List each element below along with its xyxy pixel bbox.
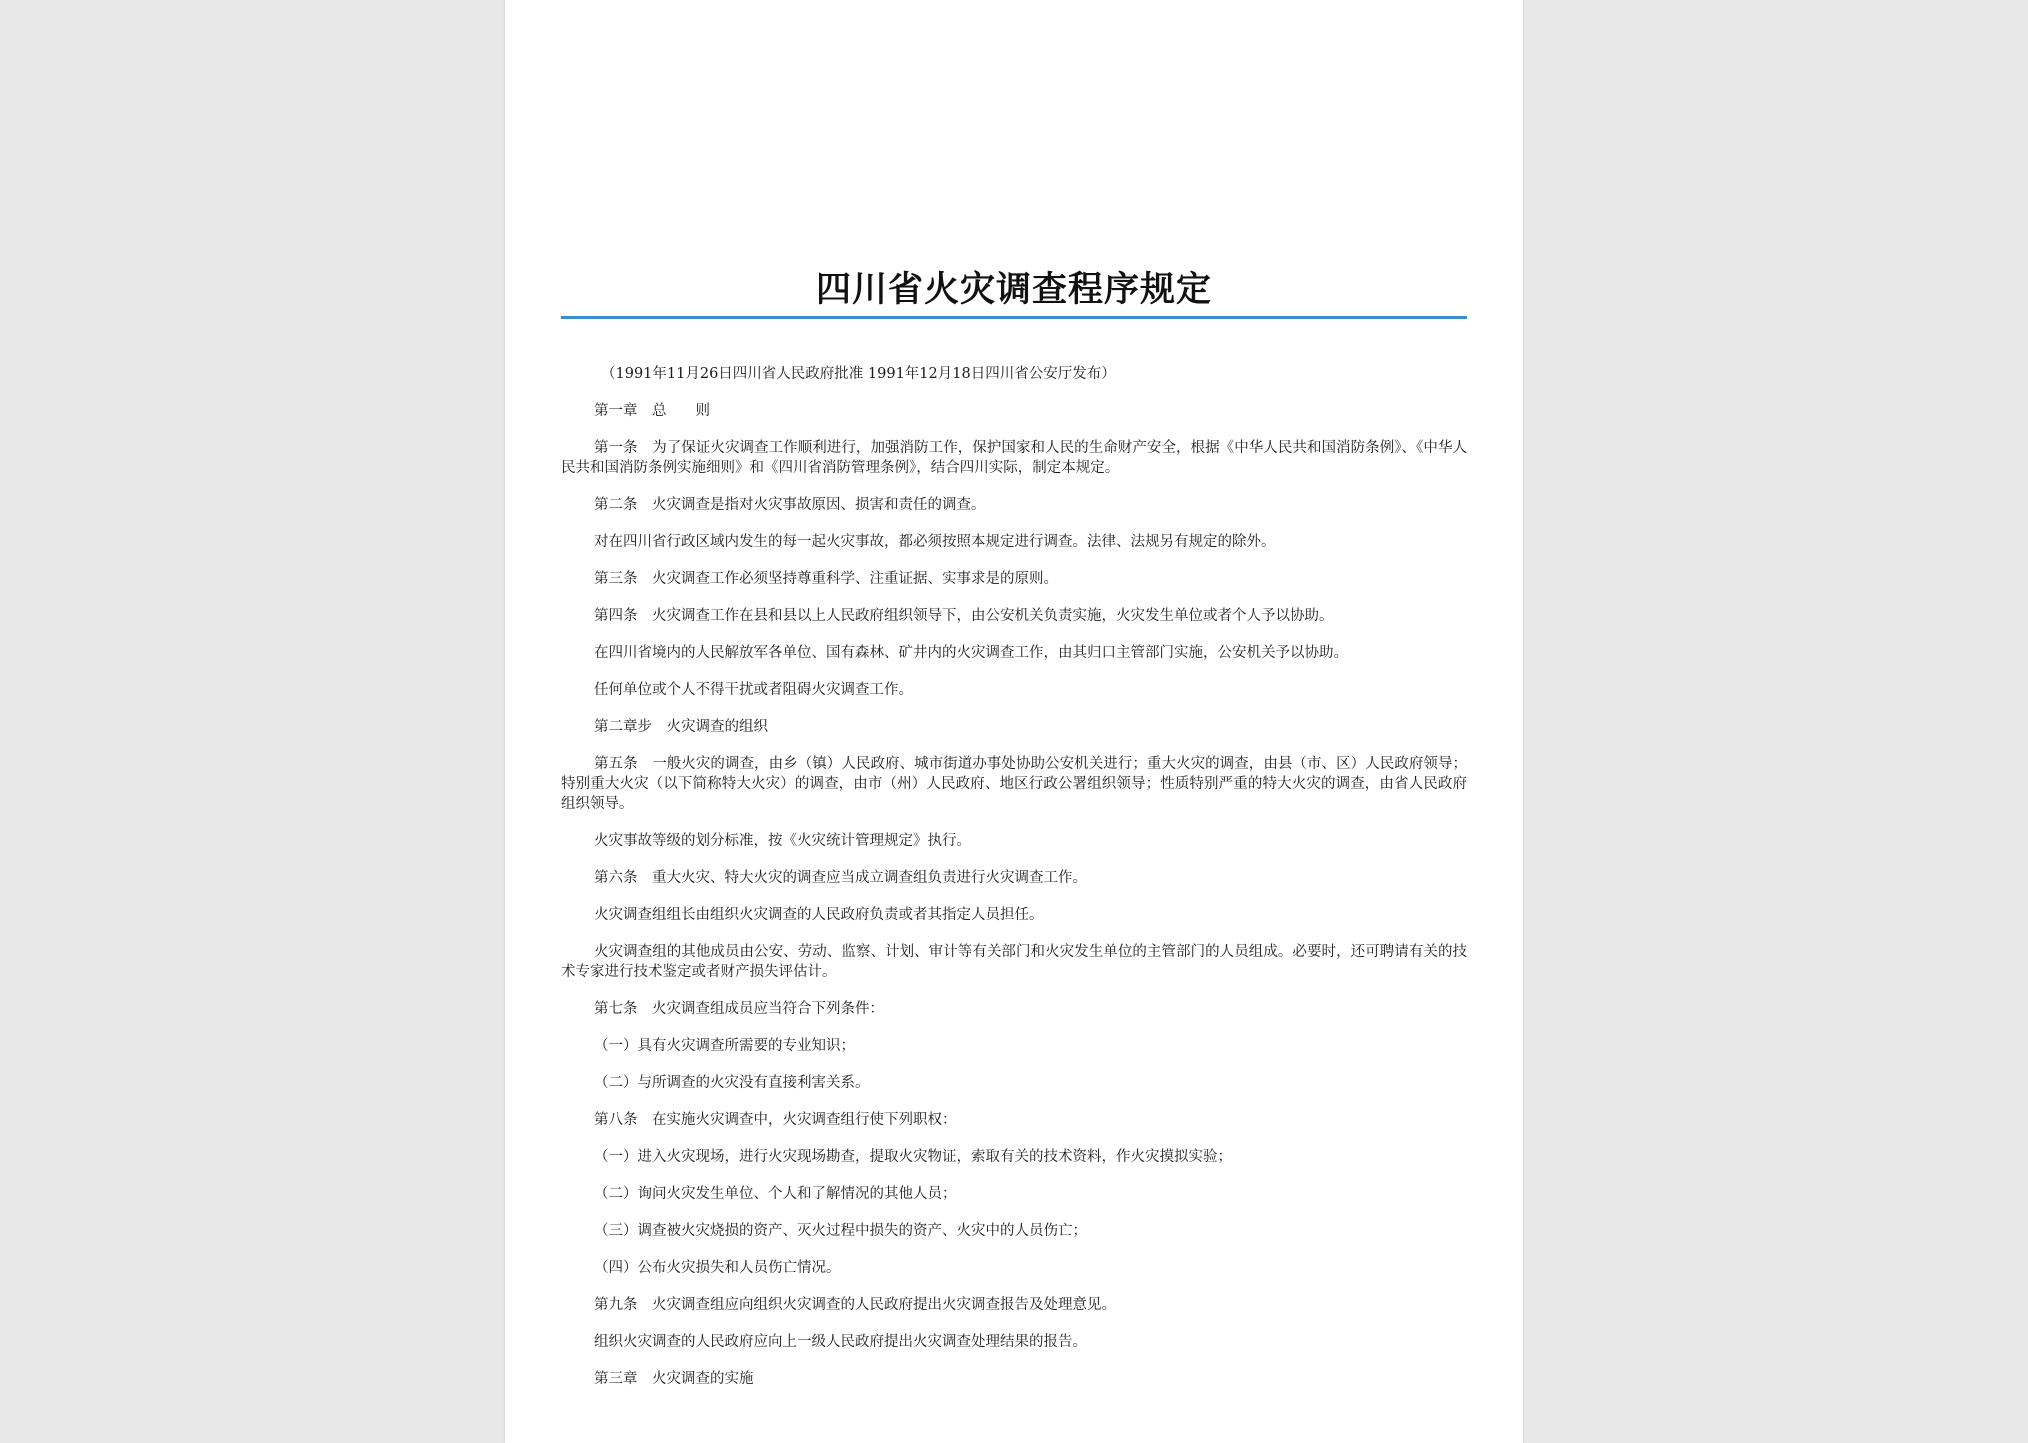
list-item: （二）询问火灾发生单位、个人和了解情况的其他人员； [594,1186,957,1202]
article-paragraph: 第一条 为了保证火灾调查工作顺利进行，加强消防工作，保护国家和人民的生命财产安全，根据《中华人民共和国消防条例》、《中华人民共和国消防条例实施细则》和《四川省消防管理条例》，结合四川实际，制定本规定。 [561,440,1467,476]
document-page [505,0,1523,1443]
document-title: 四川省火灾调查程序规定 [815,270,1212,310]
article-paragraph: 在四川省境内的人民解放军各单位、国有森林、矿井内的火灾调查工作，由其归口主管部门实施，公安机关予以协助。 [594,645,1348,661]
article-paragraph: 组织火灾调查的人民政府应向上一级人民政府提出火灾调查处理结果的报告。 [594,1334,1087,1350]
article-paragraph: 火灾事故等级的划分标准，按《火灾统计管理规定》执行。 [594,833,971,849]
article-paragraph: 任何单位或个人不得干扰或者阻碍火灾调查工作。 [594,682,913,698]
list-item: （四）公布火灾损失和人员伤亡情况。 [594,1260,841,1276]
article-paragraph: 第四条 火灾调查工作在县和县以上人民政府组织领导下，由公安机关负责实施，火灾发生单位或者个人予以协助。 [594,608,1334,624]
article-paragraph: 对在四川省行政区域内发生的每一起火灾事故，都必须按照本规定进行调查。法律、法规另有规定的除外。 [594,534,1276,550]
list-item: （二）与所调查的火灾没有直接利害关系。 [594,1075,870,1091]
article-paragraph: 第六条 重大火灾、特大火灾的调查应当成立调查组负责进行火灾调查工作。 [594,870,1087,886]
approval-note: （1991年11月26日四川省人民政府批准 1991年12月18日四川省公安厅发布） [601,366,1116,382]
list-item: （一）具有火灾调查所需要的专业知识； [594,1038,855,1054]
title-underline [561,316,1467,319]
list-item: （三）调查被火灾烧损的资产、灭火过程中损失的资产、火灾中的人员伤亡； [594,1223,1087,1239]
article-paragraph: 第二条 火灾调查是指对火灾事故原因、损害和责任的调查。 [594,497,986,513]
article-paragraph: 火灾调查组组长由组织火灾调查的人民政府负责或者其指定人员担任。 [594,907,1044,923]
article-paragraph: 第九条 火灾调查组应向组织火灾调查的人民政府提出火灾调查报告及处理意见。 [594,1297,1116,1313]
chapter-heading: 第三章 火灾调查的实施 [594,1371,754,1387]
article-paragraph: 火灾调查组的其他成员由公安、劳动、监察、计划、审计等有关部门和火灾发生单位的主管部门的人员组成。必要时，还可聘请有关的技术专家进行技术鉴定或者财产损失评估计。 [561,944,1467,980]
chapter-heading: 第二章步 火灾调查的组织 [594,719,768,735]
chapter-heading: 第一章 总 则 [594,403,710,419]
article-paragraph: 第八条 在实施火灾调查中，火灾调查组行使下列职权： [594,1112,957,1128]
document-body [561,364,1467,1406]
article-paragraph: 第五条 一般火灾的调查，由乡（镇）人民政府、城市街道办事处协助公安机关进行；重大火灾的调查，由县（市、区）人民政府领导；特别重大火灾（以下简称特大火灾）的调查，由市（州）人民政府、地区行政公署组织领导；性质特别严重的特大火灾的调查，由省人民政府组织领导。 [561,756,1467,812]
list-item: （一）进入火灾现场，进行火灾现场勘查，提取火灾物证，索取有关的技术资料，作火灾摸拟实验； [594,1149,1232,1165]
article-paragraph: 第七条 火灾调查组成员应当符合下列条件： [594,1001,884,1017]
article-paragraph: 第三条 火灾调查工作必须坚持尊重科学、注重证据、实事求是的原则。 [594,571,1058,587]
